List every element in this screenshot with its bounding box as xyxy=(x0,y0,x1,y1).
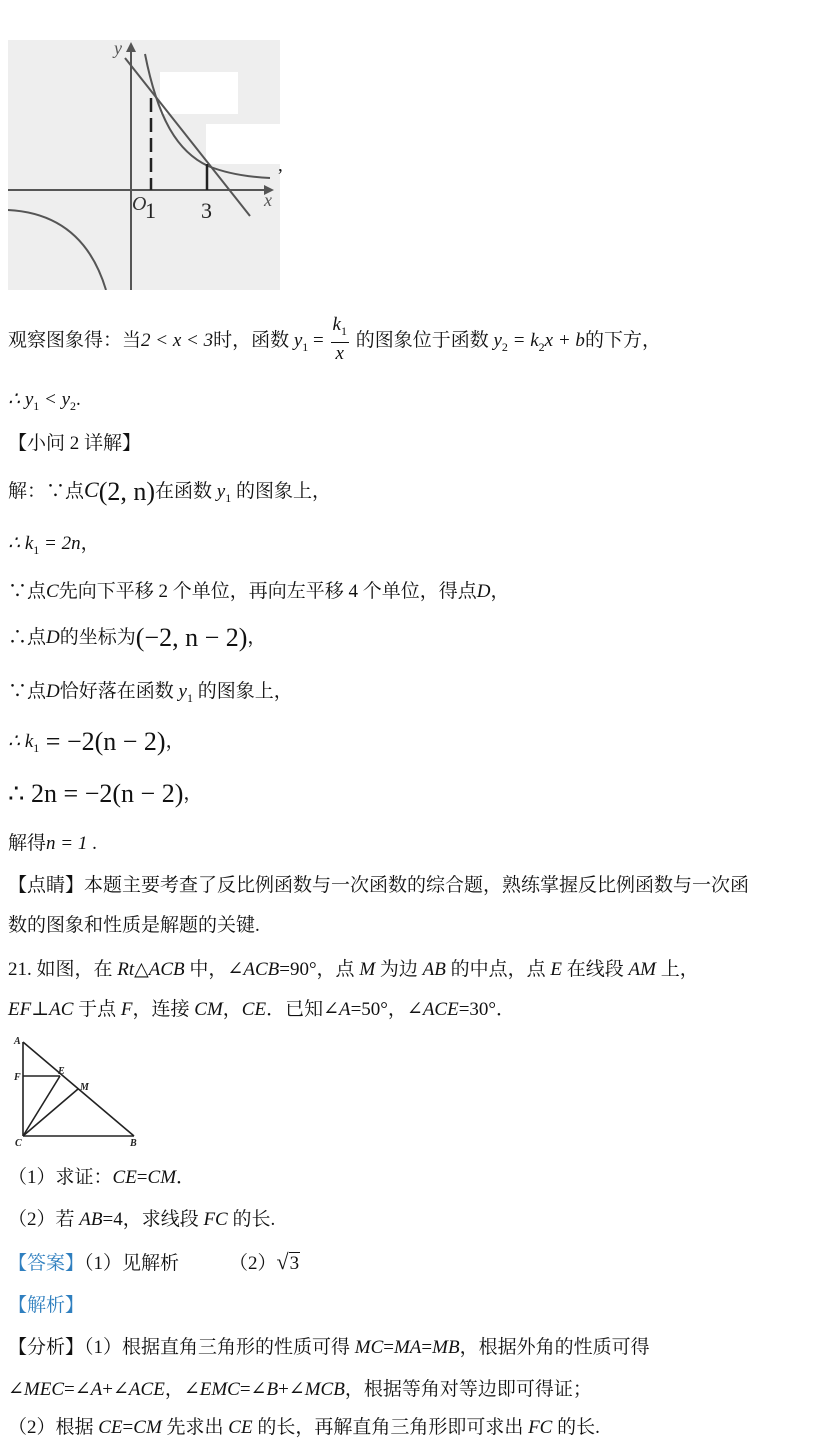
graph-tick-1-label: 1 xyxy=(145,198,156,223)
triangle-label-b: B xyxy=(130,1138,137,1149)
graph-axis-y-label: y xyxy=(114,40,122,58)
therefore-y1-lt-y2: ∴ $y_1 < y_2$. xyxy=(8,389,81,413)
triangle-label-m: M xyxy=(80,1082,89,1093)
angle-line: ∠MEC=∠A+∠ACE，∠EMC=∠B+∠MCB，根据等角对等边即可得证； xyxy=(8,1379,592,1400)
problem-21-line-1: 21. 如图，在 Rt△ACB 中，∠ACB=90°，点 M 为边 AB 的中点，点 E 在线段 AM 上， xyxy=(8,959,699,980)
sqrt-3: √3 xyxy=(276,1249,300,1274)
q2-header: 【小问 2 详解】 xyxy=(8,433,142,454)
fenxi-line: 【分析】（1）根据直角三角形的性质可得 MC=MA=MB，根据外角的性质可得 xyxy=(8,1337,650,1358)
graph-origin-label: O xyxy=(132,193,147,215)
triangle-label-a: A xyxy=(14,1036,21,1047)
problem-21-line-2: EF⊥AC 于点 F，连接 CM，CE．已知∠A=50°，∠ACE=30°． xyxy=(8,999,516,1020)
triangle-figure xyxy=(10,1036,150,1150)
translation-line: ∵点C先向下平移 2 个单位，再向左平移 4 个单位，得点D， xyxy=(8,581,510,602)
graph-axis-x-label: x xyxy=(264,190,272,210)
fraction-k1-over-x: $\frac{k_1}{x}$ xyxy=(332,314,347,364)
answer-line: 【答案】（1）见解析 （2）√3 xyxy=(8,1249,300,1274)
point-d-on-graph: ∵点D恰好落在函数 $y_1$ 的图象上， xyxy=(8,681,293,705)
answer-tag: 【答案】 xyxy=(8,1253,85,1274)
k1-equals-2n: ∴ $k_1 = 2n$， xyxy=(8,533,100,557)
two-n-equation: ∴ 2n = −2(n − 2)， xyxy=(8,779,203,808)
triangle-label-e: E xyxy=(58,1066,65,1077)
graph-tick-3-label: 3 xyxy=(201,198,212,223)
analysis-tag: 【解析】 xyxy=(8,1295,85,1316)
graph-trailing-comma: , xyxy=(278,155,283,176)
last-line: （2）根据 CE=CM 先求出 CE 的长，再解直角三角形即可求出 FC 的长. xyxy=(8,1417,600,1438)
point-d-coordinates: ∴点D的坐标为(−2, n − 2)， xyxy=(8,623,267,652)
question-1: （1）求证：CE=CM． xyxy=(8,1167,196,1188)
function-graph xyxy=(8,40,280,290)
observe-line: 观察图象得：当2 < x < 3时，函数 $y_1$ = $\frac{k_1}{x}$ 的图象位于函数 $y_2 = k_2x + b$的下方， xyxy=(8,314,661,364)
comment-line-1: 【点睛】本题主要考查了反比例函数与一次函数的综合题，熟练掌握反比例函数与一次函 xyxy=(8,875,750,896)
solve-n: 解得n = 1 . xyxy=(8,833,97,854)
question-2: （2）若 AB=4，求线段 FC 的长. xyxy=(8,1209,276,1230)
k1-equals-neg: ∴ $k_1 = -2(n - 2)$， xyxy=(8,727,185,756)
solution-line-1: 解：∵点C(2, n)在函数 $y_1$ 的图象上， xyxy=(8,477,331,506)
comment-line-2: 数的图象和性质是解题的关键. xyxy=(8,915,260,936)
triangle-label-f: F xyxy=(14,1072,21,1083)
triangle-label-c: C xyxy=(15,1138,22,1149)
